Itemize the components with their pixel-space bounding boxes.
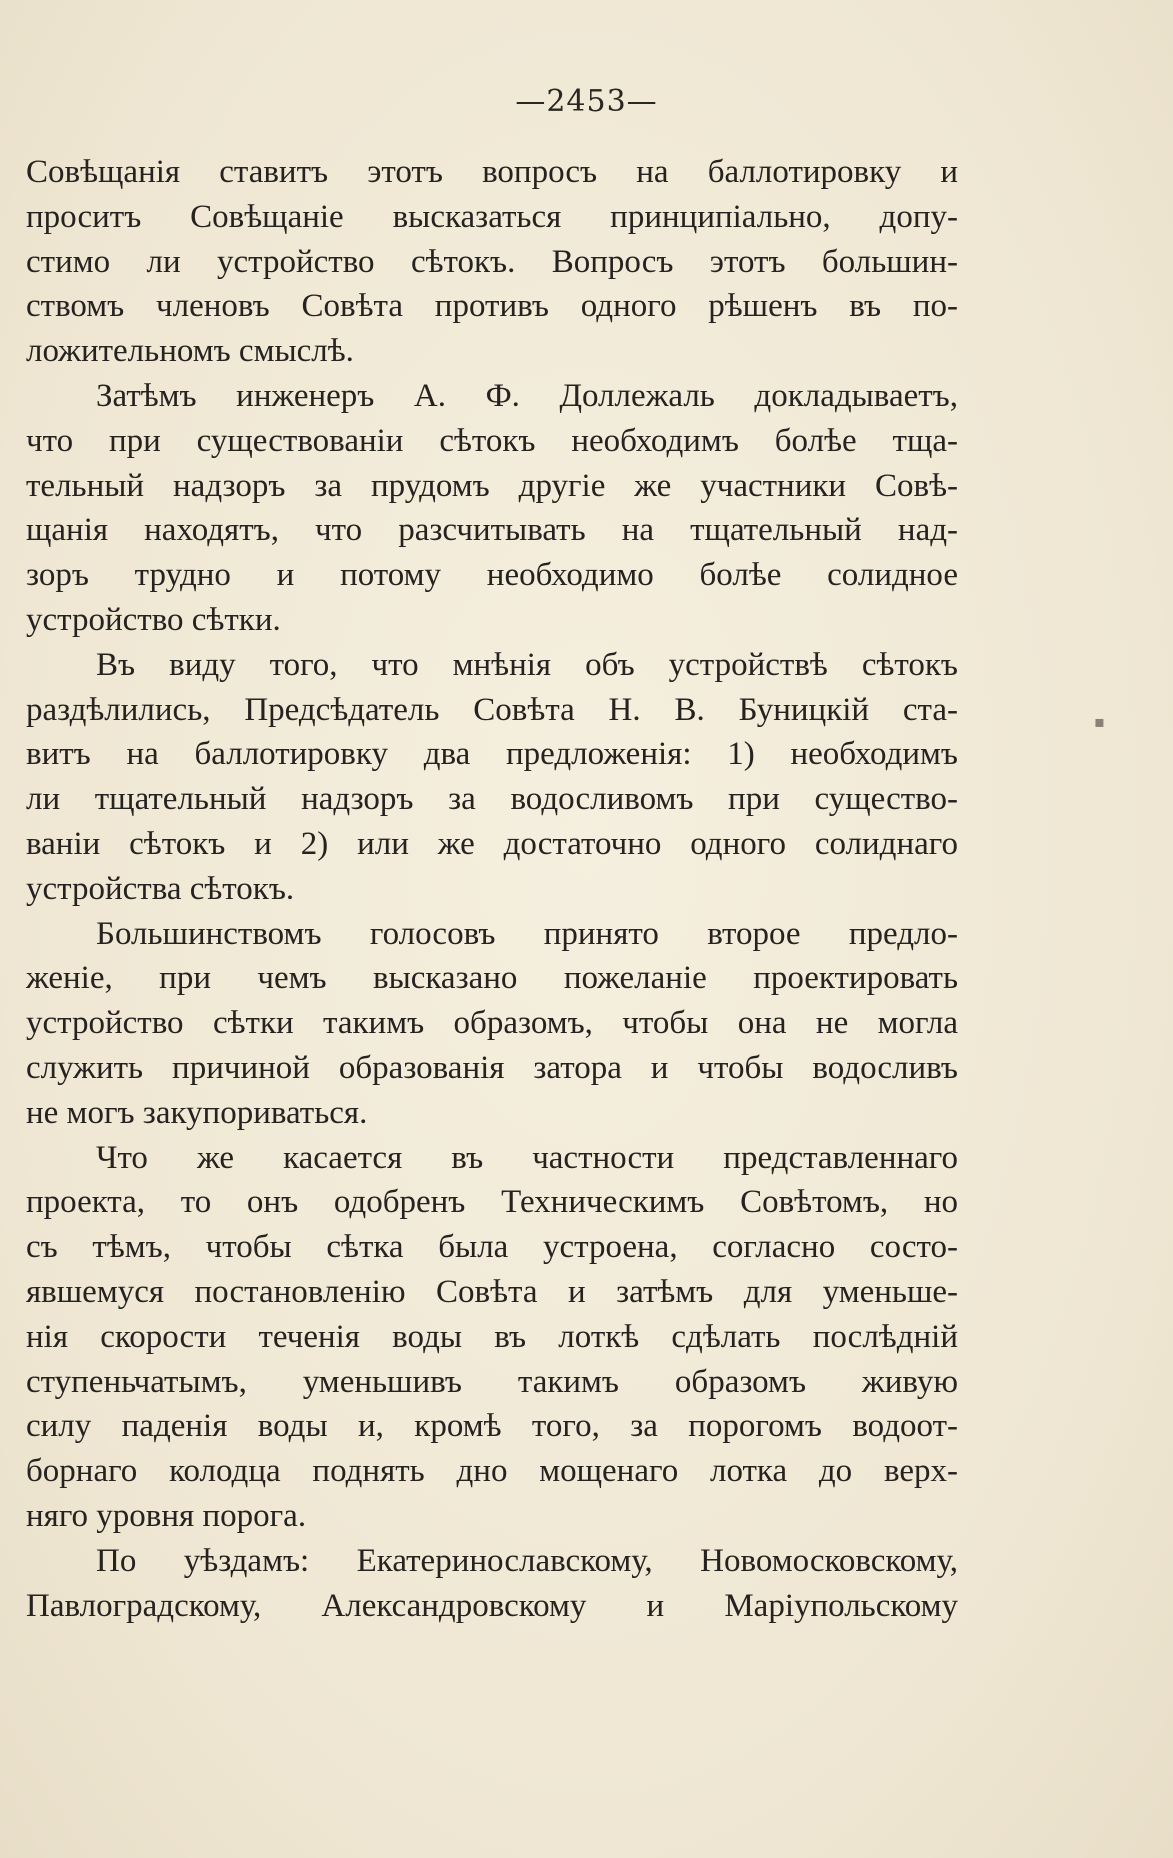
margin-mark: ▪ <box>1094 712 1105 731</box>
text-line: Затѣмъ инженеръ А. Ф. Доллежаль докладываетъ, <box>96 377 958 414</box>
text-line: Павлоградскому, Александровскому и Маріупольскому <box>26 1587 958 1624</box>
paragraph <box>26 1136 958 1539</box>
text-line: устройство сѣтки. <box>26 601 281 638</box>
text-line: стимо ли устройство сѣтокъ. Вопросъ этотъ большин- <box>26 243 958 280</box>
text-line: Что же касается въ частности представленнаго <box>96 1139 958 1176</box>
text-line: тельный надзоръ за прудомъ другіе же участники Совѣ- <box>26 467 958 504</box>
paragraph <box>26 1539 958 1629</box>
text-line: По уѣздамъ: Екатеринославскому, Новомосковскому, <box>96 1542 958 1579</box>
text-line: силу паденія воды и, кромѣ того, за порогомъ водоот- <box>26 1408 958 1445</box>
text-line: проситъ Совѣщаніе высказаться принципіально, допу- <box>26 198 958 235</box>
text-line: ствомъ членовъ Совѣта противъ одного рѣшенъ въ по- <box>26 288 958 325</box>
text-line: устройства сѣтокъ. <box>26 870 295 907</box>
text-line: раздѣлились, Предсѣдатель Совѣта Н. В. Буницкій ста- <box>26 691 958 728</box>
text-line: Совѣщанія ставитъ этотъ вопросъ на баллотировку и <box>26 154 958 190</box>
text-line: Въ виду того, что мнѣнія объ устройствѣ сѣтокъ <box>96 646 958 683</box>
body-text <box>26 150 958 1628</box>
paragraph <box>26 912 958 1136</box>
text-line: проекта, то онъ одобренъ Техническимъ Совѣтомъ, но <box>26 1184 958 1221</box>
text-line: устройство сѣтки такимъ образомъ, чтобы она не могла <box>26 1005 958 1042</box>
text-line: витъ на баллотировку два предложенія: 1) необходимъ <box>26 736 958 773</box>
text-line: щанія находятъ, что разсчитывать на тщательный над- <box>26 512 958 549</box>
text-line: явшемуся постановленію Совѣта и затѣмъ для уменьше- <box>26 1273 958 1310</box>
text-line: ступеньчатымъ, уменьшивъ такимъ образомъ живую <box>26 1363 958 1400</box>
text-line: борнаго колодца поднять дно мощенаго лотка до верх- <box>26 1453 958 1490</box>
text-line: ложительномъ смыслѣ. <box>26 333 354 370</box>
paragraph <box>26 150 958 374</box>
text-line: съ тѣмъ, чтобы сѣтка была устроена, согласно состо- <box>26 1229 958 1266</box>
text-line: няго уровня порога. <box>26 1497 307 1534</box>
text-line: Большинствомъ голосовъ принято второе предло- <box>96 915 958 952</box>
paragraph <box>26 643 958 912</box>
page-number: —2453— <box>515 84 658 119</box>
text-line: зоръ трудно и потому необходимо болѣе солидное <box>26 557 958 594</box>
text-line: не могъ закупориваться. <box>26 1094 368 1131</box>
text-line: что при существованіи сѣтокъ необходимъ болѣе тща- <box>26 422 958 459</box>
text-line: служить причиной образованія затора и чтобы водосливъ <box>26 1049 958 1086</box>
text-line: женіе, при чемъ высказано пожеланіе проектировать <box>26 960 958 997</box>
text-line: ваніи сѣтокъ и 2) или же достаточно одного солиднаго <box>26 825 958 862</box>
paragraph <box>26 374 958 643</box>
text-line: ли тщательный надзоръ за водосливомъ при существо- <box>26 781 958 818</box>
text-line: нія скорости теченія воды въ лоткѣ сдѣлать послѣдній <box>26 1318 958 1355</box>
